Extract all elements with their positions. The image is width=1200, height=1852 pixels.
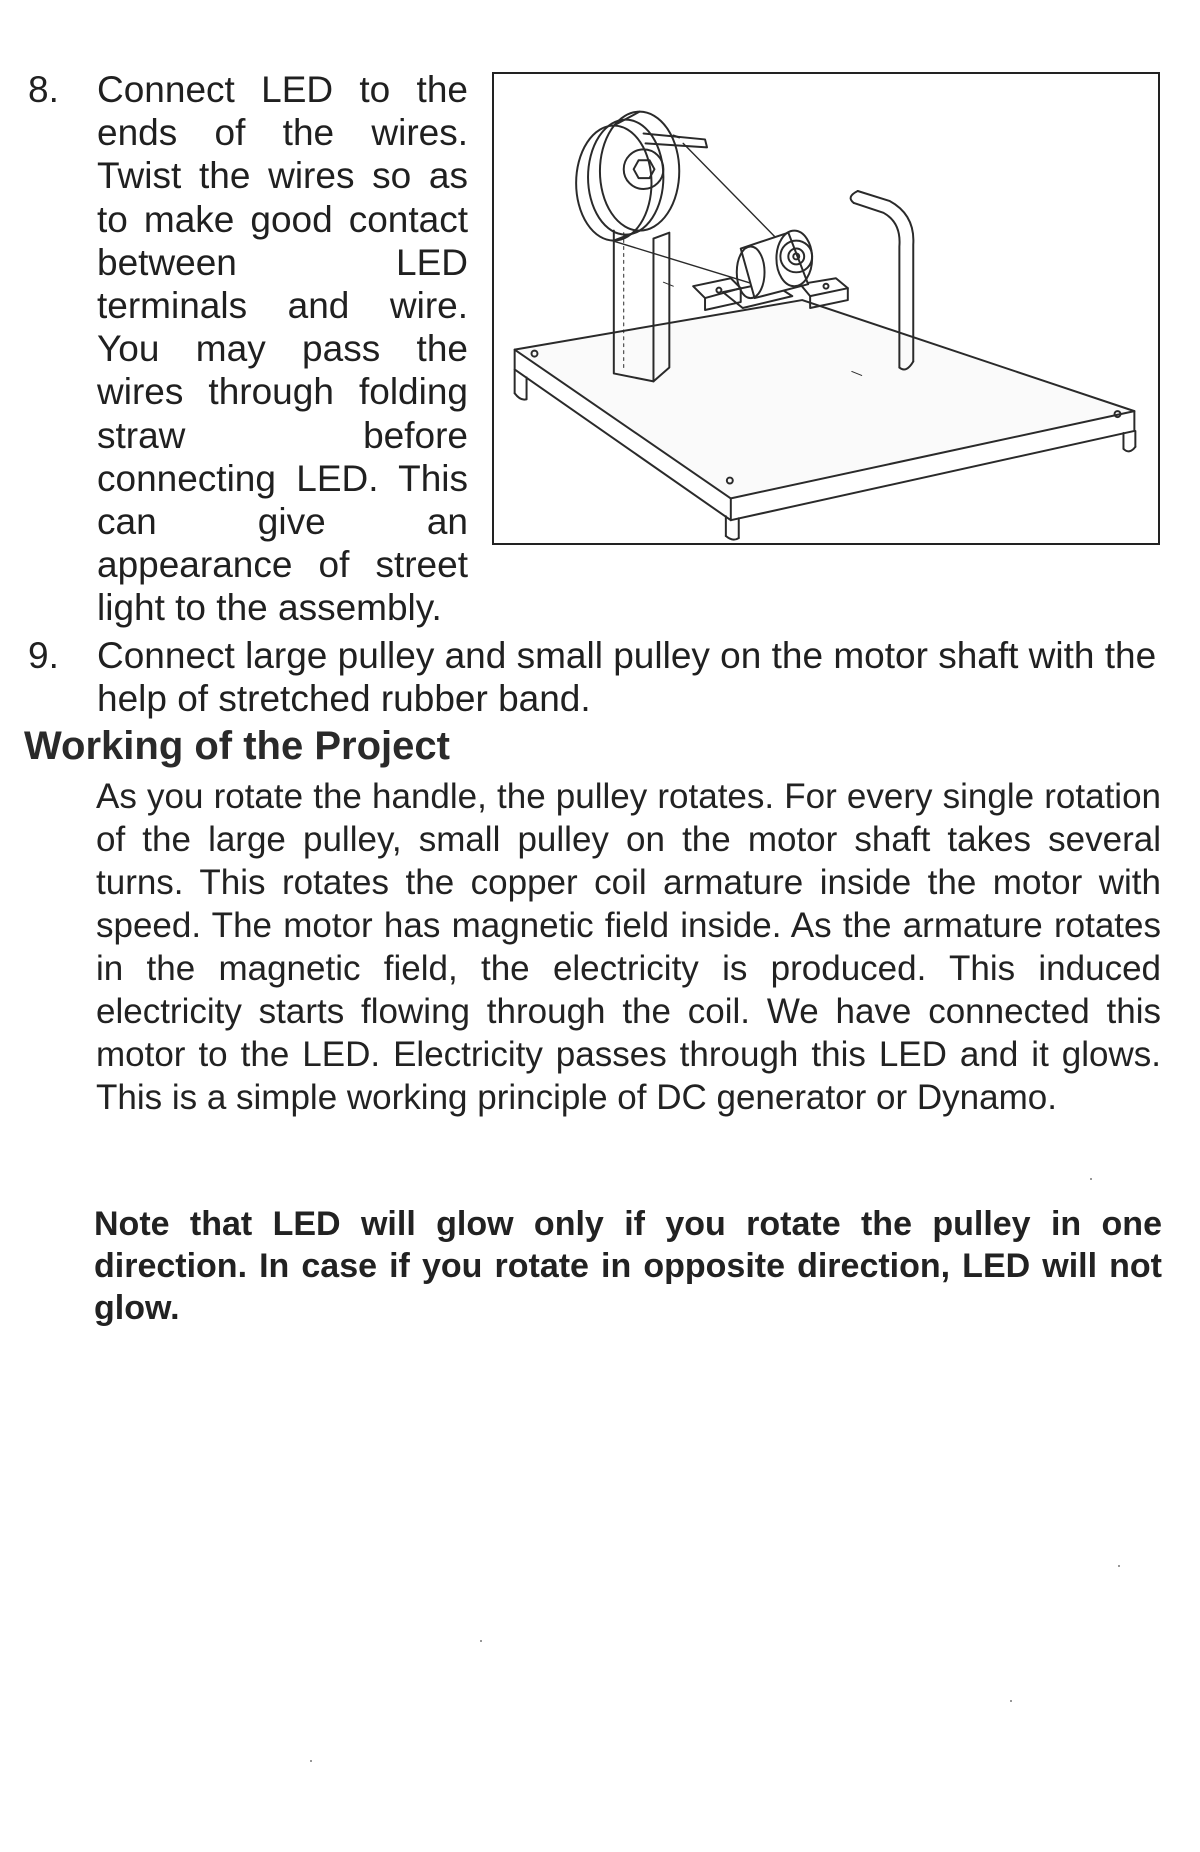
step-line: appearance of street (97, 544, 468, 586)
step-number: 8. (28, 69, 59, 110)
step-line: terminals and wire. (97, 285, 468, 327)
step-line: Connect LED to the (97, 69, 468, 110)
step-line: You may pass the (97, 328, 468, 370)
note-paragraph: Note that LED will glow only if you rotate the pulley in one direction. In case if you rotate in opposite direction, LED will not glow. (94, 1205, 1162, 1327)
scan-speck (1010, 1700, 1012, 1702)
step-line: between LED (97, 241, 468, 283)
step-text: Connect large pulley and small pulley on the motor shaft with the help of stretched rubber band. (97, 635, 1157, 720)
section-paragraph: As you rotate the handle, the pulley rotates. For every single rotation of the large pulley, small pulley on the motor shaft takes several turns. This rotates the copper coil armature inside the motor with speed. The motor has magnetic field inside. As the armature rotates in the magnetic field, the electricity is produced. This induced electricity starts flowing through the coil. We have connected this motor to the LED. Electricity passes through this LED and it glows. This is a simple working principle of DC generator or Dynamo. (96, 777, 1161, 1117)
scan-speck (1118, 1565, 1120, 1567)
step-line: ends of the wires. (97, 112, 468, 154)
scan-speck (1090, 1178, 1092, 1180)
section-heading: Working of the Project (24, 724, 450, 768)
dynamo-assembly-icon (494, 74, 1158, 543)
dynamo-figure (492, 72, 1160, 545)
step-line: to make good contact (97, 198, 468, 240)
step-line: light to the assembly. (97, 587, 442, 629)
scan-speck (480, 1640, 482, 1642)
step-line: can give an (97, 501, 468, 543)
step-line: Twist the wires so as (97, 155, 468, 197)
step-line: straw before (97, 414, 468, 456)
scan-speck (310, 1760, 312, 1762)
step-line: connecting LED. This (97, 457, 468, 499)
step-number: 9. (28, 635, 59, 676)
step-text (97, 68, 468, 630)
step-line: wires through folding (97, 371, 468, 413)
